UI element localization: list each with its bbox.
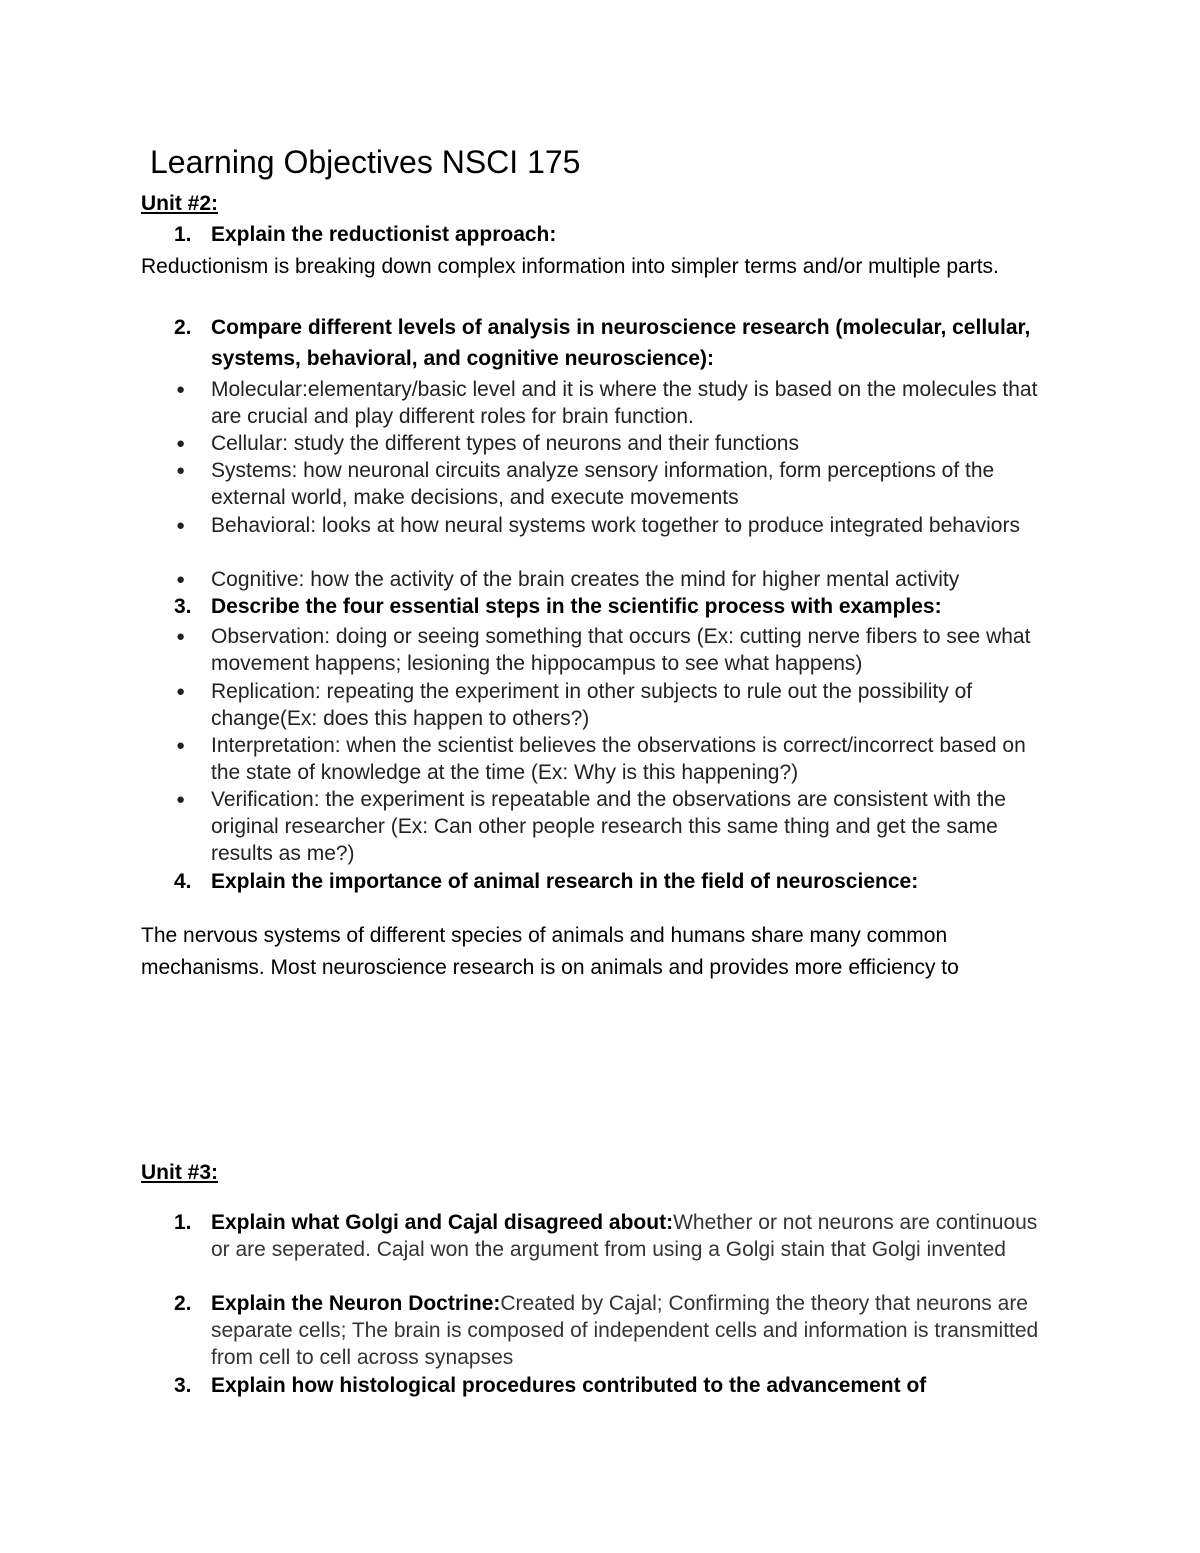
item-answer: Created by Cajal; Confirming the theory that neurons are separate cells; The brain is composed of independent cells and information is transmitted from cell to cell across synapses bbox=[211, 1292, 1039, 1369]
bullet-icon: ● bbox=[176, 381, 186, 398]
item-number: 2. bbox=[174, 316, 192, 339]
bullet-icon: ● bbox=[176, 791, 186, 808]
list-item: ● Cellular: study the different types of neurons and their functions bbox=[176, 432, 799, 455]
list-item: ● Systems: how neuronal circuits analyze sensory information, form perceptions of the external world, make decisions, and execute movements bbox=[176, 459, 995, 509]
list-item: ● Molecular:elementary/basic level and it is where the study is based on the molecules that are crucial and play different roles for brain function. bbox=[176, 378, 1038, 428]
unit-3-item-3 bbox=[174, 1372, 1054, 1399]
unit-2-heading: Unit #2: bbox=[141, 192, 219, 215]
item-question: Explain the Neuron Doctrine: bbox=[211, 1292, 501, 1315]
item-number: 3. bbox=[174, 595, 192, 618]
item-question: Explain how histological procedures contributed to the advancement of bbox=[211, 1374, 927, 1397]
bullet-icon: ● bbox=[176, 571, 186, 588]
item-number: 4. bbox=[174, 870, 192, 893]
list-item: ● Observation: doing or seeing something that occurs (Ex: cutting nerve fibers to see what movement happens; lesioning the hippocampus to see what happens) bbox=[176, 625, 1031, 675]
item-question: Explain the importance of animal research in the field of neuroscience: bbox=[211, 870, 919, 893]
list-item: ● Verification: the experiment is repeatable and the observations are consistent with the original researcher (Ex: Can other people research this same thing and get the same results as me?) bbox=[176, 788, 1006, 865]
bullet-icon: ● bbox=[176, 462, 186, 479]
item-question: Explain what Golgi and Cajal disagreed about: bbox=[211, 1211, 674, 1234]
item-number: 2. bbox=[174, 1292, 192, 1315]
item-number: 1. bbox=[174, 223, 192, 246]
page-title: Learning Objectives NSCI 175 bbox=[150, 144, 581, 180]
item-question: Describe the four essential steps in the scientific process with examples: bbox=[211, 595, 942, 618]
item-number: 1. bbox=[174, 1211, 192, 1234]
bullet-icon: ● bbox=[176, 517, 186, 534]
list-item: ● Behavioral: looks at how neural systems work together to produce integrated behaviors bbox=[176, 514, 1020, 537]
item-answer: Whether or not neurons are continuous or are seperated. Cajal won the argument from using a Golgi stain that Golgi invented bbox=[211, 1211, 1038, 1261]
item-question: Compare different levels of analysis in neuroscience research (molecular, cellular, systems, behavioral, and cognitive neuroscience): bbox=[211, 316, 1031, 370]
unit-2-item-2 bbox=[174, 312, 1054, 374]
unit-3-heading: Unit #3: bbox=[141, 1161, 219, 1184]
unit-2-item-3 bbox=[174, 592, 1054, 622]
bullet-icon: ● bbox=[176, 737, 186, 754]
unit-3-item-2 bbox=[174, 1290, 1054, 1371]
unit-2-item-4 bbox=[174, 867, 1054, 897]
unit-2-item-4-answer: The nervous systems of different species of animals and humans share many common mechanisms. Most neuroscience research is on animals and provides more efficiency to bbox=[141, 924, 959, 979]
bullet-icon: ● bbox=[176, 628, 186, 645]
unit-2-item-1 bbox=[174, 220, 1054, 250]
list-item: ● Interpretation: when the scientist believes the observations is correct/incorrect based on the state of knowledge at the time (Ex: Why is this happening?) bbox=[176, 734, 1026, 784]
list-item: ● Cognitive: how the activity of the brain creates the mind for higher mental activity bbox=[176, 568, 960, 591]
list-item: ● Replication: repeating the experiment in other subjects to rule out the possibility of change(Ex: does this happen to others?) bbox=[176, 680, 973, 730]
bullet-icon: ● bbox=[176, 435, 186, 452]
item-number: 3. bbox=[174, 1374, 192, 1397]
unit-3-item-1 bbox=[174, 1209, 1054, 1263]
unit-2-item-1-answer: Reductionism is breaking down complex information into simpler terms and/or multiple parts. bbox=[141, 255, 999, 278]
item-question: Explain the reductionist approach: bbox=[211, 223, 557, 246]
bullet-icon: ● bbox=[176, 683, 186, 700]
